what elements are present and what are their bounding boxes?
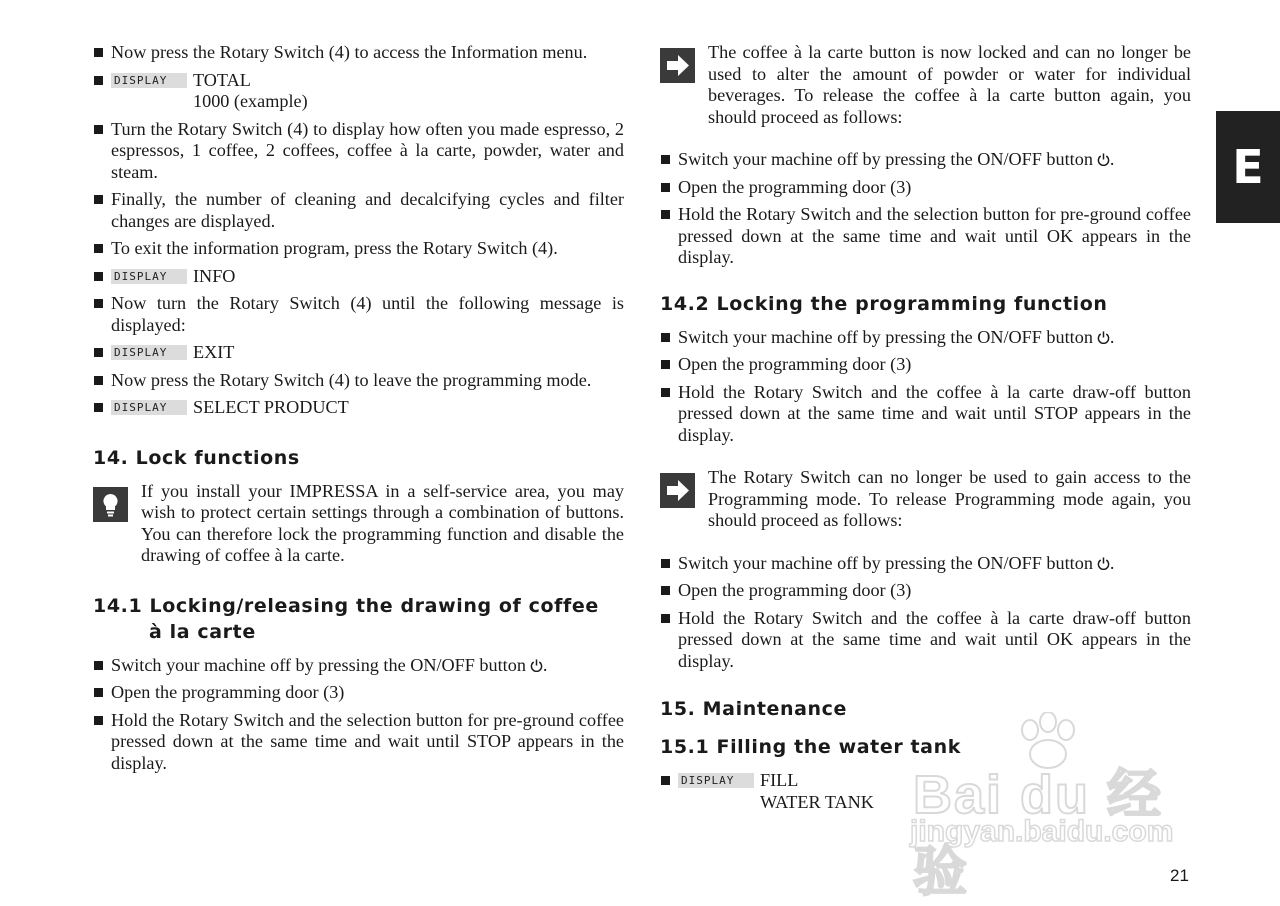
note-text: If you install your IMPRESSA in a self-service area, you may wish to protect certain settings through a combination of buttons. You can therefore lock the programming function and disable the drawing of coffee à la carte.	[141, 480, 624, 565]
item-text: Switch your machine off by pressing the ON/OFF button	[678, 326, 1093, 347]
list-item: Now press the Rotary Switch (4) to leave the programming mode.	[93, 370, 624, 392]
item-text: Switch your machine off by pressing the ON/OFF button	[678, 149, 1093, 169]
display-label: DISPLAY	[678, 773, 754, 788]
right-column	[660, 42, 1191, 819]
list-item: Turn the Rotary Switch (4) to display how often you made espresso, 2 espressos, 1 coffee, 2 coffees, coffee à la carte, powder, water and steam.	[93, 119, 624, 184]
arrow-note	[660, 467, 1191, 532]
list-item: Hold the Rotary Switch and the selection button for pre-ground coffee pressed down at the same time and wait until STOP appears in the display.	[93, 710, 624, 775]
display-label: DISPLAY	[111, 400, 187, 415]
language-tab: E	[1216, 111, 1280, 223]
display-item	[93, 397, 624, 419]
list-item: Switch your machine off by pressing the ON/OFF button .	[660, 327, 1191, 349]
display-label: DISPLAY	[111, 269, 187, 284]
power-icon	[1097, 331, 1110, 344]
note-text: The Rotary Switch can no longer be used to gain access to the Programming mode. To release Programming mode again, you should proceed as follows:	[708, 467, 1191, 530]
display-value: WATER TANK	[760, 791, 874, 812]
section-heading-15-1: 15.1 Filling the water tank	[660, 736, 961, 758]
power-icon	[530, 659, 543, 672]
heading-line: à la carte	[149, 620, 256, 643]
list-item: Open the programming door (3)	[660, 580, 1191, 602]
section-heading-14-2: 14.2 Locking the programming function	[660, 292, 1108, 315]
display-item	[93, 70, 624, 113]
display-value: TOTAL	[193, 69, 251, 90]
note-text: The coffee à la carte button is now locked and can no longer be used to alter the amount of powder or water for individual beverages. To release the coffee à la carte button again, you should proceed as follows:	[708, 42, 1191, 127]
lightbulb-icon	[93, 487, 128, 522]
display-value: SELECT PRODUCT	[193, 397, 349, 417]
page-number: 21	[1170, 866, 1189, 885]
display-value: 1000 (example)	[193, 91, 308, 111]
display-item	[93, 266, 624, 288]
list-item: Now press the Rotary Switch (4) to access the Information menu.	[93, 42, 624, 64]
list-item: Hold the Rotary Switch and the coffee à la carte draw-off button pressed down at the same time and wait until OK appears in the display.	[660, 608, 1191, 673]
list-item: Open the programming door (3)	[660, 177, 1191, 199]
item-text: Switch your machine off by pressing the ON/OFF button	[111, 654, 526, 675]
list-item: Switch your machine off by pressing the ON/OFF button .	[93, 655, 624, 677]
left-column	[93, 42, 624, 780]
section-heading-15: 15. Maintenance	[660, 698, 848, 720]
list-item: Hold the Rotary Switch and the selection button for pre-ground coffee pressed down at the same time and wait until OK appears in the display.	[660, 204, 1191, 269]
heading-line: 14.1 Locking/releasing the drawing of coffee	[93, 594, 599, 617]
display-label: DISPLAY	[111, 345, 187, 360]
display-label: DISPLAY	[111, 73, 187, 88]
info-note	[93, 481, 624, 567]
display-value: EXIT	[193, 342, 235, 362]
power-icon	[1097, 557, 1110, 570]
list-item: Hold the Rotary Switch and the coffee à la carte draw-off button pressed down at the same time and wait until STOP appears in the display.	[660, 382, 1191, 447]
section-heading-14-1	[93, 593, 624, 645]
list-item: Now turn the Rotary Switch (4) until the following message is displayed:	[93, 293, 624, 336]
display-value: INFO	[193, 265, 236, 286]
power-icon	[1097, 153, 1110, 166]
arrow-right-icon	[660, 473, 695, 508]
list-item: Finally, the number of cleaning and decalcifying cycles and filter changes are displayed.	[93, 189, 624, 232]
list-item: Open the programming door (3)	[660, 354, 1191, 376]
arrow-note	[660, 42, 1191, 128]
display-item	[93, 342, 624, 364]
watermark-url: jingyan.baidu.com	[910, 815, 1174, 848]
section-heading-14: 14. Lock functions	[93, 446, 300, 469]
list-item: Switch your machine off by pressing the ON/OFF button .	[660, 553, 1191, 575]
display-value: FILL	[760, 770, 799, 790]
item-text: Switch your machine off by pressing the ON/OFF button	[678, 552, 1093, 573]
watermark-big: Bai du 经验	[913, 765, 1164, 902]
list-item: Switch your machine off by pressing the ON/OFF button .	[660, 149, 1191, 171]
arrow-right-icon	[660, 48, 695, 83]
list-item: To exit the information program, press the Rotary Switch (4).	[93, 238, 624, 260]
list-item: Open the programming door (3)	[93, 682, 624, 704]
